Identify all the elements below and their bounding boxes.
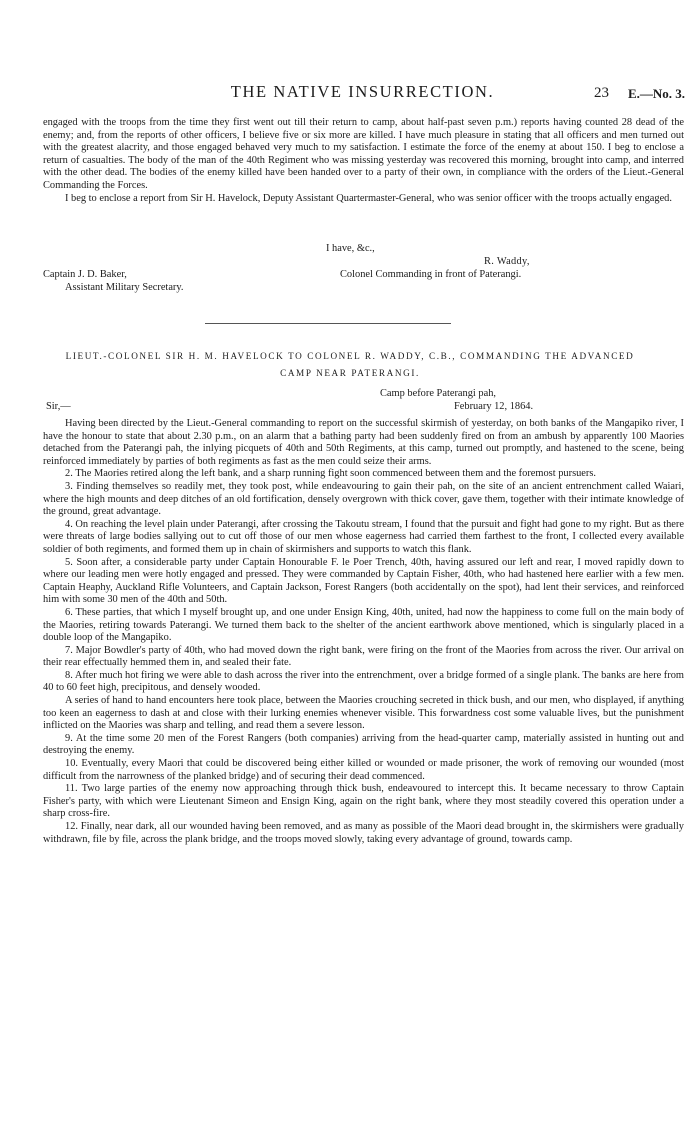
letter-2-paragraph: 5. Soon after, a considerable party under Captain Honourable F. le Poer Trench, 40th, having assured our left and rear, I moved rapidly down to where our leading men were hotly engaged and pressed. They were commanded by Captain Fisher, 40th, who had hastened here earlier with a few men. Captain Heaphy, Auckland Rifle Volunteers, and Captain Jackson, Forest Rangers (both accidentally on the spot), had lent their services, and reinforced him with some 30 men of the 40th and 50th.: [43, 556, 684, 606]
letter-2-paragraph: Having been directed by the Lieut.-General commanding to report on the successful skirmish of yesterday, on both banks of the Mangapiko river, I have the honour to state that about 2.30 p.m., on an alarm that a bathing party had been suddenly fired on from an ambush by apparently 100 Maories detached from the Paterangi pah, the inlying picquets of 40th and 50th Regiments, at this camp, turned out promptly, and hastened to the scene, being reinforced immediately by parties of both regiments as fast as the men could seize their arms.: [43, 418, 684, 467]
closing-text: I have, &c.,: [326, 243, 375, 254]
letter-1-paragraph-1: engaged with the troops from the time they first went out till their return to camp, about half-past seven p.m.) reports having counted 28 dead of the enemy; and, from the reports of other officers, I believe five or six more are killed. I have much pleasure in stating that all officers and men turned out with the greatest alacrity, and those engaged behaved very much to my satisfaction. I estimate the force of the enemy at about 150. I beg to enclose a return of casualties. The body of the man of the 40th Regiment who was missing yesterday was recovered this morning, brought into camp, and interred with the other dead. The bodies of the enemy killed have been handed over to a party of their own, in compliance with the orders of the Lieut.-General Commanding the Forces.: [43, 117, 684, 191]
signature-name: R. Waddy,: [484, 256, 530, 267]
running-header: [40, 82, 685, 106]
section-divider: [205, 323, 451, 324]
letter-2-paragraph: 12. Finally, near dark, all our wounded having been removed, and as many as possible of the Maori dead brought in, the skirmishers were gradually withdrawn, file by file, across the plank bridge, and the troops moved slowly, taking every advantage of ground, towards camp.: [43, 821, 684, 845]
letter-2-paragraph: 3. Finding themselves so readily met, they took post, while endeavouring to gain their pah, on the site of an ancient entrenchment called Waiari, where the high mounts and deep ditches of an old fortification, densely overgrown with thick cover, gave them, together with their intimate knowledge of the ground, great advantage.: [43, 480, 684, 518]
letter-2-paragraph: 10. Eventually, every Maori that could be discovered being either killed or wounded or made prisoner, the work of removing our wounded (most difficult from the narrowness of the planked bridge) and of securing their dead commenced.: [43, 758, 684, 782]
signer-role: Colonel Commanding in front of Paterangi.: [340, 269, 522, 280]
addressee-name: Captain J. D. Baker,: [43, 269, 127, 280]
letter-2-place: Camp before Paterangi pah,: [380, 388, 496, 399]
page-number: 23: [594, 85, 609, 101]
letter-2-date: February 12, 1864.: [454, 401, 534, 412]
salutation: Sir,—: [46, 401, 71, 412]
page-title: THE NATIVE INSURRECTION.: [230, 82, 495, 101]
addressee: [43, 269, 184, 293]
heading-line-2: CAMP NEAR PATERANGI.: [280, 368, 420, 378]
letter-2-dateline: [380, 388, 534, 412]
letter-2-paragraph: 11. Two large parties of the enemy now approaching through thick bush, endeavoured to intercept this. It became necessary to throw Captain Fisher's party, with which were Lieutenant Simeon and Ensign King, again on the right bank, where they most steadily covered this operation under a sharp cross-fire.: [43, 783, 684, 820]
letter-2-paragraph: 4. On reaching the level plain under Paterangi, after crossing the Takoutu stream, I found that the pursuit and fight had gone to my right. But as there were threats of large bodies sallying out to cut off those of our men whose eagerness had carried them farthest to the front, I collected every available soldier of both regiments, and formed them up in chain of skirmishers and supports to watch this flank.: [43, 518, 684, 555]
letter-2-paragraph: 6. These parties, that which I myself brought up, and one under Ensign King, 40th, united, had now the happiness to come full on the main body of the Maories, retiring towards Paterangi. We turned them back to the shelter of the ancient earthwork above mentioned, which is singularly placed in a double loop of the Mangapiko.: [43, 606, 684, 644]
letter-2-paragraph: A series of hand to hand encounters here took place, between the Maories crouching secreted in thick bush, and our men, who displayed, if anything too keen an eagerness to dash at and close with their lurking enemies whenever visible. This forwardness cost some valuable lives, but the punishment inflicted on the Maories was sharp and telling, and read them a severe lesson.: [43, 695, 684, 732]
document-reference: E.—No. 3.: [627, 86, 685, 101]
letter-2-paragraph: 2. The Maories retired along the left bank, and a sharp running fight soon commenced between them and the foremost pursuers.: [65, 468, 597, 480]
letter-1-paragraph-2: I beg to enclose a report from Sir H. Havelock, Deputy Assistant Quartermaster-General, who was senior officer with the troops actually engaged.: [65, 192, 672, 204]
heading-line-1: LIEUT.-COLONEL SIR H. M. HAVELOCK TO COLONEL R. WADDY, C.B., COMMANDING THE ADVANCED: [65, 351, 635, 361]
letter-1: [43, 117, 684, 293]
letter-2-paragraph: 9. At the time some 20 men of the Forest Rangers (both companies) arriving from the head-quarter camp, materially assisted in hunting out and destroying the enemy.: [43, 732, 684, 757]
letter-2-heading: [60, 348, 640, 382]
letter-2-paragraph: 8. After much hot firing we were able to dash across the river into the entrenchment, over a bridge formed of a single plank. The banks are here from 40 to 60 feet high, precipitous, and densely wooded.: [43, 669, 684, 694]
letter-2-body: [43, 418, 684, 846]
addressee-title: Assistant Military Secretary.: [65, 282, 184, 293]
letter-2-paragraph: 7. Major Bowdler's party of 40th, who had moved down the right bank, were firing on the front of the Maories from across the river. Our arrival on their rear effectually hemmed them in, and sealed their fate.: [43, 644, 684, 669]
